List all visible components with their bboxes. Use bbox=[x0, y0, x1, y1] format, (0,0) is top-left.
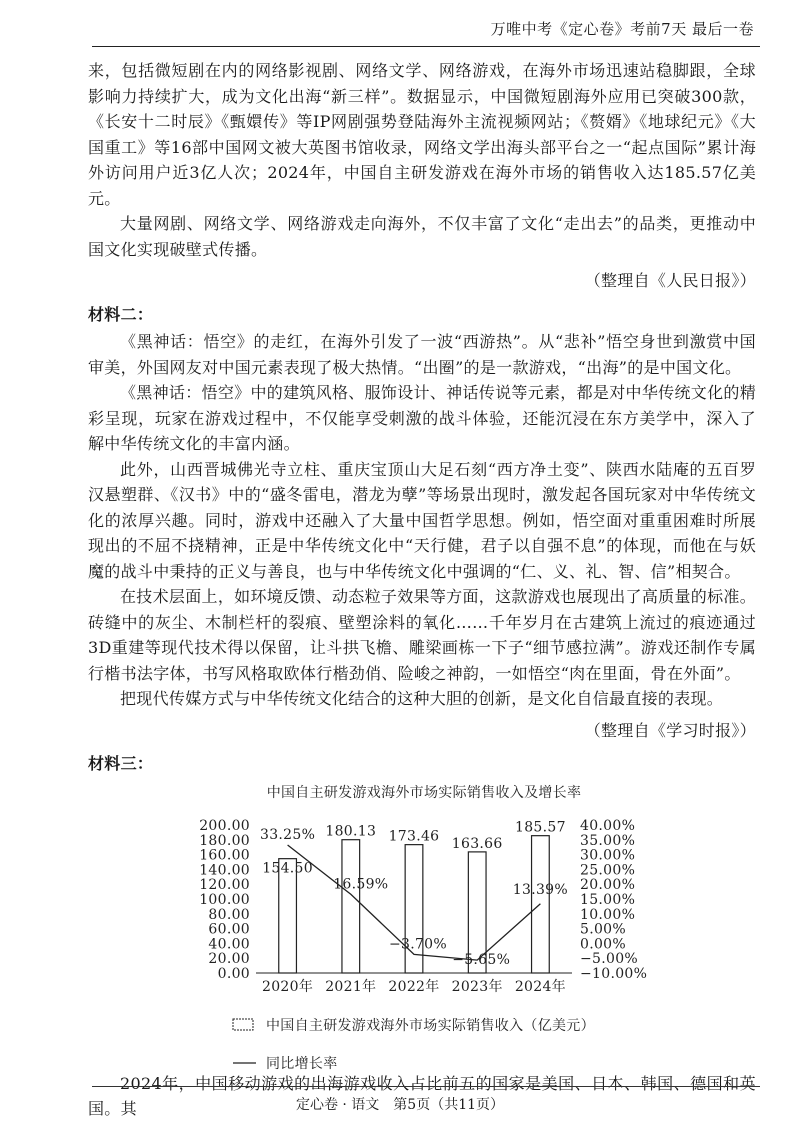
y-left-tick-label: 140.00 bbox=[199, 861, 250, 878]
legend-bar-label: 中国自主研发游戏海外市场实际销售收入（亿美元） bbox=[266, 1017, 595, 1034]
paragraph-5: 此外，山西晋城佛光寺立柱、重庆宝顶山大足石刻“西方净土变”、陕西水陆庵的五百罗汉悬塑群、《汉书》中的“盛冬雷电，潜龙为孽”等场景出现时，激发起各国玩家对中华传统文化的浓厚兴趣。同时，游戏中还融入了大量中国哲学思想。例如，悟空面对重重困难时所展现出的不屈不挠精神，正是中华传统文化中“天行健，君子以自强不息”的体现，而他在与妖魔的战斗中秉持的正义与善良，也与中华传统文化中强调的“仁、义、礼、智、信”相契合。 bbox=[88, 459, 756, 581]
chart-title: 中国自主研发游戏海外市场实际销售收入及增长率 bbox=[266, 784, 582, 801]
line-data-label: 13.39% bbox=[512, 881, 568, 898]
paragraph-2: 大量网剧、网络文学、网络游戏走向海外，不仅丰富了文化“走出去”的品类，更推动中国文化实现破壁式传播。 bbox=[88, 214, 756, 259]
y-left-tick-label: 40.00 bbox=[208, 935, 250, 952]
y-right-tick-label: 0.00% bbox=[580, 935, 626, 952]
page-header: 万唯中考《定心卷》考前7天 最后一卷 bbox=[490, 20, 754, 38]
source-note-2: （整理自《学习时报》） bbox=[584, 720, 756, 740]
y-right-tick-label: 5.00% bbox=[580, 921, 626, 938]
y-left-tick-label: 160.00 bbox=[199, 847, 250, 864]
chart-svg bbox=[88, 781, 756, 1071]
y-left-tick-label: 20.00 bbox=[208, 950, 250, 967]
paragraph-7: 把现代传媒方式与中华传统文化结合的这种大胆的创新，是文化自信最直接的表现。 bbox=[120, 689, 724, 708]
y-left-tick-label: 180.00 bbox=[199, 832, 250, 849]
line-data-label: −5.65% bbox=[452, 951, 511, 968]
line-data-label: 16.59% bbox=[333, 875, 389, 892]
material-2-heading: 材料二： bbox=[88, 304, 154, 324]
y-left-tick-label: 60.00 bbox=[208, 921, 250, 938]
footer-divider bbox=[92, 1086, 760, 1087]
y-right-tick-label: 35.00% bbox=[580, 832, 636, 849]
bar-data-label: 163.66 bbox=[451, 835, 503, 852]
source-note-1: （整理自《人民日报》） bbox=[584, 271, 756, 290]
x-category-label: 2023年 bbox=[451, 978, 503, 995]
y-right-tick-label: 10.00% bbox=[580, 906, 636, 923]
document-body bbox=[88, 58, 756, 1122]
paragraph-6: 在技术层面上，如环境反馈、动态粒子效果等方面，这款游戏也展现出了高质量的标准。砖缝中的灰尘、木制栏杆的裂痕、壁塑涂料的氧化……千年岁月在古建筑上流过的痕迹通过3D重建等现代技术得以保留，让斗拱飞檐、雕梁画栋一下子“细节感拉满”。游戏还制作专属行楷书法字体，书写风格取欧体行楷劲俏、险峻之神韵，一如悟空“肉在里面，骨在外面”。 bbox=[88, 587, 756, 683]
y-right-tick-label: 20.00% bbox=[580, 876, 636, 893]
revenue-growth-chart bbox=[88, 781, 756, 1071]
y-right-tick-label: 40.00% bbox=[580, 817, 636, 834]
paragraph-3: 《黑神话：悟空》的走红，在海外引发了一波“西游热”。从“悲补”悟空身世到激赏中国审美，外国网友对中国元素表现了极大热情。“出圈”的是一款游戏，“出海”的是中国文化。 bbox=[88, 332, 756, 377]
x-category-label: 2024年 bbox=[514, 978, 566, 995]
material-3-heading: 材料三： bbox=[88, 754, 154, 773]
legend-line-label: 同比增长率 bbox=[266, 1055, 338, 1071]
y-right-tick-label: 30.00% bbox=[580, 847, 636, 864]
revenue-bar bbox=[342, 839, 360, 972]
y-left-tick-label: 200.00 bbox=[199, 817, 250, 834]
x-category-label: 2020年 bbox=[262, 978, 314, 995]
bar-data-label: 185.57 bbox=[515, 819, 566, 836]
paragraph-1: 来，包括微短剧在内的网络影视剧、网络文学、网络游戏，在海外市场迅速站稳脚跟，全球影响力持续扩大，成为文化出海“新三样”。数据显示，中国微短剧海外应用已突破300款，《长安十二时辰》《甄嬛传》等IP网剧强势登陆海外主流视频网站；《赘婿》《地球纪元》《大国重工》等16部中国网文被大英图书馆收录，网络文学出海头部平台之一“起点国际”累计海外访问用户近3亿人次；2024年，中国自主研发游戏在海外市场的销售收入达185.57亿美元。 bbox=[88, 61, 756, 208]
y-left-tick-label: 100.00 bbox=[199, 891, 250, 908]
bar-data-label: 154.50 bbox=[262, 860, 313, 877]
header-divider bbox=[92, 46, 760, 47]
paragraph-8: 2024年，中国移动游戏的出海游戏收入占比前五的国家是美国、日本、韩国、德国和英国。其 bbox=[88, 1073, 756, 1118]
y-left-tick-label: 0.00 bbox=[217, 965, 250, 982]
x-category-label: 2021年 bbox=[325, 978, 377, 995]
bar-data-label: 173.46 bbox=[388, 828, 440, 845]
legend-bar-swatch bbox=[233, 1019, 253, 1030]
y-left-tick-label: 120.00 bbox=[199, 876, 250, 893]
x-category-label: 2022年 bbox=[388, 978, 440, 995]
y-right-tick-label: 25.00% bbox=[580, 861, 636, 878]
y-right-tick-label: 15.00% bbox=[580, 891, 636, 908]
line-data-label: −3.70% bbox=[388, 935, 448, 952]
line-data-label: 33.25% bbox=[260, 826, 316, 843]
y-left-tick-label: 80.00 bbox=[208, 906, 250, 923]
page-footer: 定心卷 · 语文 第5页（共11页） bbox=[295, 1097, 505, 1113]
y-right-tick-label: −5.00% bbox=[580, 950, 639, 967]
y-right-tick-label: −10.00% bbox=[580, 965, 648, 982]
paragraph-4: 《黑神话：悟空》中的建筑风格、服饰设计、神话传说等元素，都是对中华传统文化的精彩呈现，玩家在游戏过程中，不仅能享受刺激的战斗体验，还能沉浸在东方美学中，深入了解中华传统文化的丰富内涵。 bbox=[88, 383, 756, 453]
bar-data-label: 180.13 bbox=[325, 823, 377, 840]
